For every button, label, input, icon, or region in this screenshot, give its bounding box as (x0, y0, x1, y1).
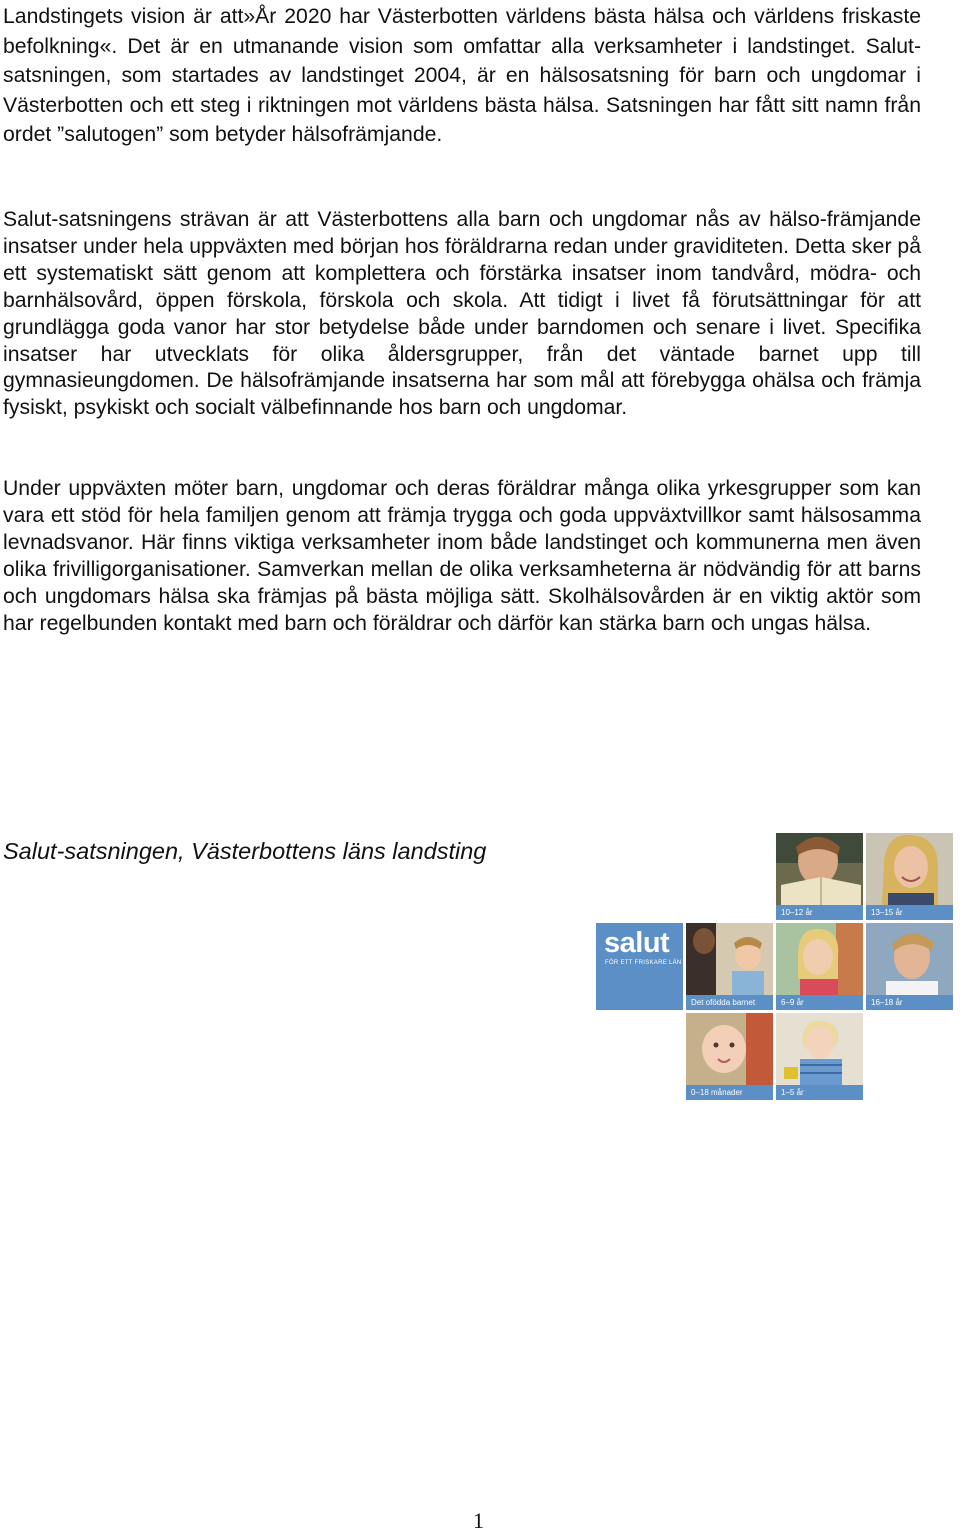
tile-age-6-9 (776, 923, 863, 1010)
age-label-6-9: 6–9 år (776, 995, 863, 1010)
paragraph-strategy: Salut-satsningens strävan är att Västerbottens alla barn och ungdomar nås av hälso-främjande insatser under hela uppväxten med början hos föräldrarna redan under graviditeten. Detta sker på ett systematiskt sätt genom att komplettera och förstärka insatser inom tandvård, mödra- och barnhälsovård, öppen förskola, förskola och skola. Att tidigt i livet få förutsättningar för att grundlägga goda vanor har stor betydelse både under barndomen och senare i livet. Specifika insatser har utvecklats för olika åldersgrupper, från det väntade barnet upp till gymnasieungdomen. De hälsofrämjande insatserna har som mål att förebygga ohälsa och främja fysiskt, psykiskt och socialt välbefinnande hos barn och ungdomar. (3, 208, 921, 420)
page-number: 1 (473, 1508, 484, 1533)
age-label-16-18: 16–18 år (866, 995, 953, 1010)
photo-pregnant-mother (686, 923, 773, 995)
photo-baby (686, 1013, 773, 1085)
salut-logo (596, 923, 683, 1010)
tile-age-13-15 (866, 833, 953, 920)
age-label-0-18-months: 0–18 månader (686, 1085, 773, 1100)
logo-tagline: FÖR ETT FRISKARE LÄN (605, 960, 682, 966)
paragraph-vision: Landstingets vision är att»År 2020 har Västerbotten världens bästa hälsa och världens friskaste befolkning«. Det är en utmanande vision som omfattar alla verksamheter i landstinget. Salut-satsningen, som startades av landstinget 2004, är en hälsosatsning för barn och ungdomar i Västerbotten och ett steg i riktningen mot världens bästa hälsa. Satsningen har fått sitt namn från ordet ”salutogen” som betyder hälsofrämjande. (3, 5, 921, 146)
age-label-1-5: 1–5 år (776, 1085, 863, 1100)
figure-caption: Salut-satsningen, Västerbottens läns landsting (3, 838, 487, 864)
tile-age-0-18-months (686, 1013, 773, 1100)
photo-child-reading (776, 833, 863, 905)
photo-smiling-teen (866, 833, 953, 905)
tile-age-1-5 (776, 1013, 863, 1100)
photo-toddler (776, 1013, 863, 1085)
paragraph-collaboration: Under uppväxten möter barn, ungdomar och deras föräldrar många olika yrkesgrupper som kan vara ett stöd för hela familjen genom att främja trygga och goda uppväxtvillkor samt hälsosamma levnadsvanor. Här finns viktiga verksamheter inom både landstinget och kommunerna men även olika frivilligorganisationer. Samverkan mellan de olika verksamheterna är nödvändig för att barns och ungdomars hälsa ska främjas på bästa möjliga sätt. Skolhälsovården är en viktig aktör som har regelbunden kontakt med barn och föräldrar och därför kan stärka barn och ungas hälsa. (3, 477, 921, 635)
photo-child-playground (776, 923, 863, 995)
age-label-10-12: 10–12 år (776, 905, 863, 920)
salut-brochure-collage (596, 833, 956, 1103)
photo-teen-boy (866, 923, 953, 995)
tile-unborn-child (686, 923, 773, 1010)
age-label-unborn: Det ofödda barnet (686, 995, 773, 1010)
logo-wordmark: salut (604, 927, 670, 959)
tile-age-10-12 (776, 833, 863, 920)
age-label-13-15: 13–15 år (866, 905, 953, 920)
tile-age-16-18 (866, 923, 953, 1010)
